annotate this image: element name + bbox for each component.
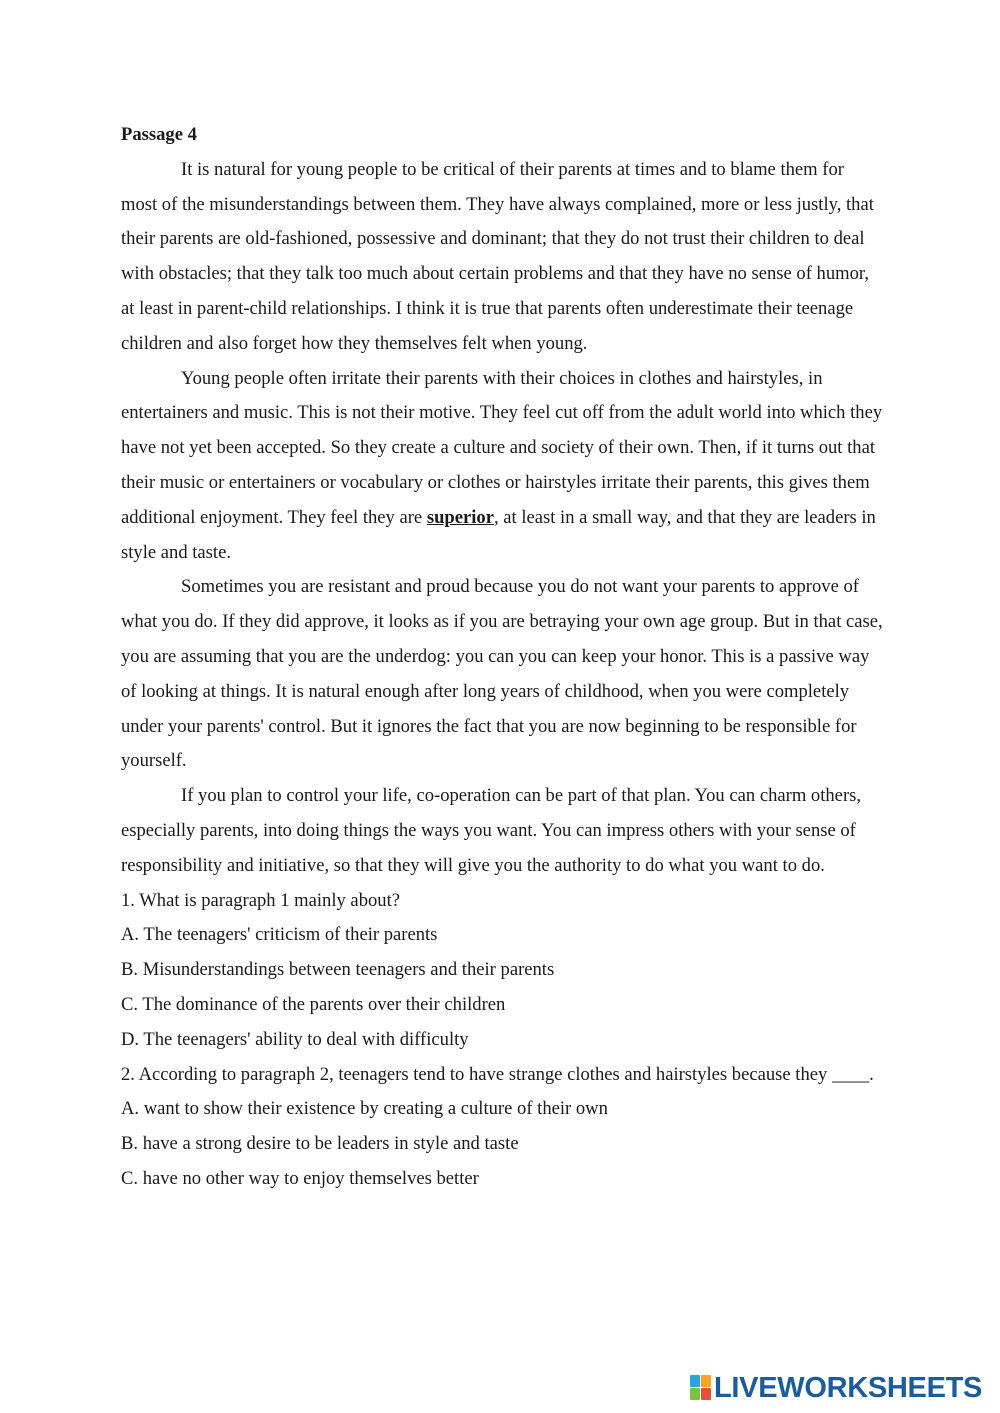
question-2-option-a: A. want to show their existence by creating a culture of their own (121, 1098, 608, 1120)
paragraph-3-text: Sometimes you are resistant and proud because you do not want your parents to approve of what you do. If they did approve, it looks as if you are betraying your own age group. But in that case, you are assuming that you are the underdog: you can you can keep your honor. This is a passive way of looking at things. It is natural enough after long years of childhood, when you were completely under your parents' control. But it ignores the fact that you are now beginning to be responsible for yourself. (121, 576, 883, 772)
question-1-option-d: D. The teenagers' ability to deal with difficulty (121, 1028, 469, 1050)
paragraph-3 (121, 570, 883, 779)
question-2-option-c: C. have no other way to enjoy themselves better (121, 1167, 479, 1189)
paragraph-4-text: If you plan to control your life, co-operation can be part of that plan. You can charm others, especially parents, into doing things the ways you want. You can impress others with your sense of responsibility and initiative, so that they will give you the authority to do what you want to do. (121, 785, 862, 876)
question-1-option-c: C. The dominance of the parents over their children (121, 993, 506, 1015)
paragraph-1-text: It is natural for young people to be critical of their parents at times and to blame them for most of the misunderstandings between them. They have always complained, more or less justly, that their parents are old-fashioned, possessive and dominant; that they do not trust their children to deal with obstacles; that they talk too much about certain problems and that they have no sense of humor, at least in parent-child relationships. I think it is true that parents often underestimate their teenage children and also forget how they themselves felt when young. (121, 158, 874, 354)
paragraph-1 (121, 153, 883, 362)
question-1-option-b: B. Misunderstandings between teenagers and their parents (121, 959, 555, 981)
liveworksheets-logo-icon (690, 1375, 712, 1401)
paragraph-2-text-before: Young people often irritate their parents with their choices in clothes and hairstyles, in entertainers and music. This is not their motive. They feel cut off from the adult world into which they have not yet been accepted. So they create a culture and society of their own. Then, if it turns out that their music or entertainers or vocabulary or clothes or hairstyles irritate their parents, this gives them additional enjoyment. They feel they are (121, 367, 883, 528)
liveworksheets-logo[interactable] (690, 1373, 982, 1403)
question-2-option-b: B. have a strong desire to be leaders in style and taste (121, 1133, 519, 1155)
question-1-option-a: A. The teenagers' criticism of their parents (121, 924, 438, 946)
paragraph-2-text-after: , at least in a small way, and that they are leaders in style and taste. (121, 506, 876, 563)
logo-text: LIVEWORKSHEETS (714, 1372, 983, 1404)
paragraph-4 (121, 779, 883, 883)
keyword-superior: superior (426, 506, 494, 528)
worksheet-page (121, 118, 883, 1197)
question-2: 2. According to paragraph 2, teenagers tend to have strange clothes and hairstyles because they ____. (121, 1063, 874, 1085)
passage-title: Passage 4 (121, 124, 197, 145)
paragraph-2 (121, 362, 883, 571)
question-1: 1. What is paragraph 1 mainly about? (121, 889, 400, 911)
